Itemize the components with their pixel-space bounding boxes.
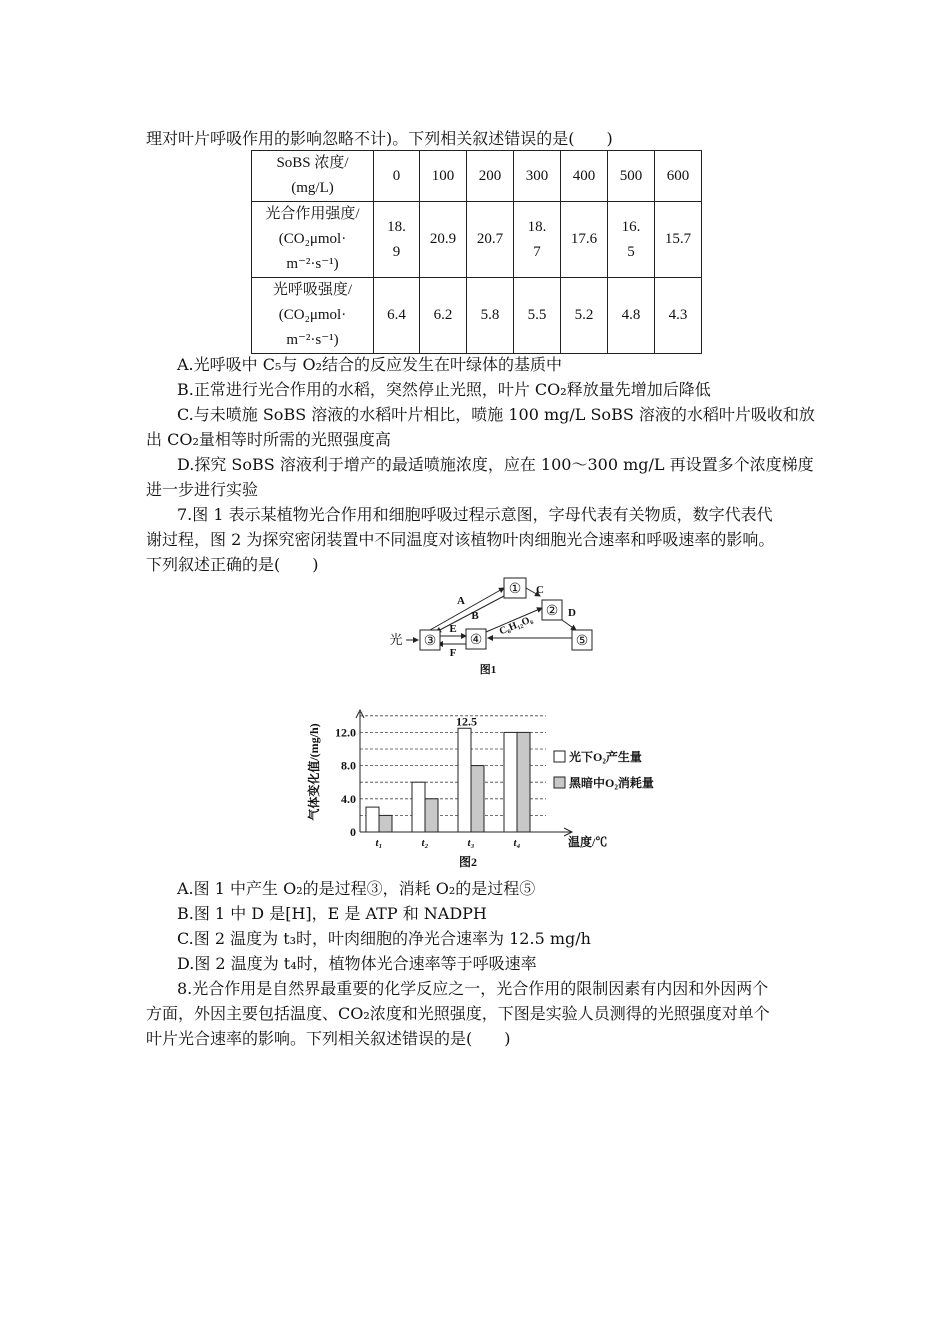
node-5: ⑤ [575,634,589,649]
value-cell: 20.7 [467,202,514,278]
bar-o2-produced [412,782,425,832]
bar-o2-consumed [517,732,530,832]
conc-cell: 300 [514,151,561,202]
light-label: 光 [389,632,403,647]
letter-e: E [449,623,457,635]
letter-f: F [449,647,457,659]
letter-d: D [568,607,576,619]
conc-cell: 100 [420,151,467,202]
conc-cell: 200 [467,151,514,202]
glucose-label: C₆H₁₂O₆ [497,614,535,638]
x-axis-label: 温度/℃ [568,835,608,849]
value-cell: 18. 9 [374,202,420,278]
x-tick-label: t₄ [513,837,521,849]
y-tick-label: 12.0 [335,725,356,740]
x-tick-label: t₂ [421,837,429,849]
row-unit: (CO₂μmol· [278,231,347,247]
value-cell: 15.7 [655,202,702,278]
intro-line: 理对叶片呼吸作用的影响忽略不计)。下列相关叙述错误的是( ) [146,129,613,148]
row-unit: m⁻²·s⁻¹) [286,256,339,272]
legend-swatch-2 [554,777,565,788]
node-2: ② [545,604,559,619]
bar-o2-produced [458,728,471,832]
value-cell: 4.8 [608,278,655,354]
bar-o2-consumed [425,799,438,832]
value-cell: 16. 5 [608,202,655,278]
x-tick-label: t₁ [375,837,383,849]
bar-o2-produced [366,807,379,832]
y-axis-label: 气体变化值/(mg/h) [307,723,321,821]
node-4: ④ [469,633,483,648]
photorespiration-label-cell [252,278,374,354]
conc-cell: 500 [608,151,655,202]
conc-cell: 400 [561,151,608,202]
value-cell: 6.2 [420,278,467,354]
bar-o2-consumed [379,815,392,832]
y-tick-label: 4.0 [341,791,356,806]
sobs-table [251,150,702,354]
arrow-d [562,620,576,630]
conc-cell: 600 [655,151,702,202]
figure-1-diagram [380,574,600,678]
value-cell: 4.3 [655,278,702,354]
row-unit: (CO₂μmol· [278,307,347,323]
y-tick-label: 0 [350,825,356,839]
value-cell: 20.9 [420,202,467,278]
conc-cell: 0 [374,151,420,202]
bar-annotation: 12.5 [456,714,477,729]
bar-o2-consumed [471,766,484,832]
header-label: SoBS 浓度/ [276,155,349,171]
q7-option-c: C.图 2 温度为 t₃时，叶肉细胞的净光合速率为 12.5 mg/h [177,929,591,948]
q6-option-d: D.探究 SoBS 溶液利于增产的最适喷施浓度，应在 100～300 mg/L 再设置多个浓度梯度 [177,455,814,474]
node-1: ① [508,582,522,597]
q7-stem-cont: 下列叙述正确的是( ) [146,555,319,574]
y-tick-label: 8.0 [341,758,356,773]
arrow-a [430,588,504,630]
q7-option-a: A.图 1 中产生 O₂的是过程③，消耗 O₂的是过程⑤ [177,879,536,898]
x-tick-label: t₃ [467,837,475,849]
value-cell: 18. 7 [514,202,561,278]
arrow-b [436,596,504,632]
q6-option-c: C.与未喷施 SoBS 溶液的水稻叶片相比，喷施 100 mg/L SoBS 溶液的水稻叶片吸收和放 [177,405,815,424]
q8-stem-cont: 方面，外因主要包括温度、CO₂浓度和光照强度，下图是实验人员测得的光照强度对单个 [146,1004,770,1023]
q6-option-a: A.光呼吸中 C₅与 O₂结合的反应发生在叶绿体的基质中 [177,355,563,374]
q6-option-d-cont: 进一步进行实验 [146,480,259,499]
value-cell: 17.6 [561,202,608,278]
q7-stem-cont: 谢过程，图 2 为探究密闭装置中不同温度对该植物叶肉细胞光合速率和呼吸速率的影响。 [146,530,775,549]
legend-label-1: 光下O₂产生量 [569,750,642,764]
figure-1-caption: 图1 [479,664,497,676]
q6-option-c-cont: 出 CO₂量相等时所需的光照强度高 [146,430,391,449]
value-cell: 5.5 [514,278,561,354]
value-cell: 6.4 [374,278,420,354]
bar-o2-produced [504,732,517,832]
value-cell: 5.2 [561,278,608,354]
row-unit: m⁻²·s⁻¹) [286,332,339,348]
photosynthesis-label-cell [252,202,374,278]
letter-c: C [536,584,544,596]
figure-2-caption: 图2 [458,855,478,869]
q8-stem-cont: 叶片光合速率的影响。下列相关叙述错误的是( ) [146,1029,511,1048]
figure-2-chart [300,700,690,870]
letter-b: B [471,610,479,622]
q7-option-d: D.图 2 温度为 t₄时，植物体光合速率等于呼吸速率 [177,954,537,973]
letter-a: A [457,595,465,607]
legend-swatch-1 [554,751,565,762]
q8-stem: 8.光合作用是自然界最重要的化学反应之一，光合作用的限制因素有内因和外因两个 [177,979,769,998]
q7-option-b: B.图 1 中 D 是[H]，E 是 ATP 和 NADPH [177,904,487,923]
q7-stem: 7.图 1 表示某植物光合作用和细胞呼吸过程示意图，字母代表有关物质，数字代表代 [177,505,773,524]
header-unit: (mg/L) [291,180,334,196]
row-label: 光合作用强度/ [265,206,360,222]
node-3: ③ [423,634,437,649]
q6-option-b: B.正常进行光合作用的水稻，突然停止光照，叶片 CO₂释放量先增加后降低 [177,380,711,399]
table-header-cell [252,151,374,202]
row-label: 光呼吸强度/ [272,282,353,298]
value-cell: 5.8 [467,278,514,354]
legend-label-2: 黑暗中O₂消耗量 [569,776,654,790]
